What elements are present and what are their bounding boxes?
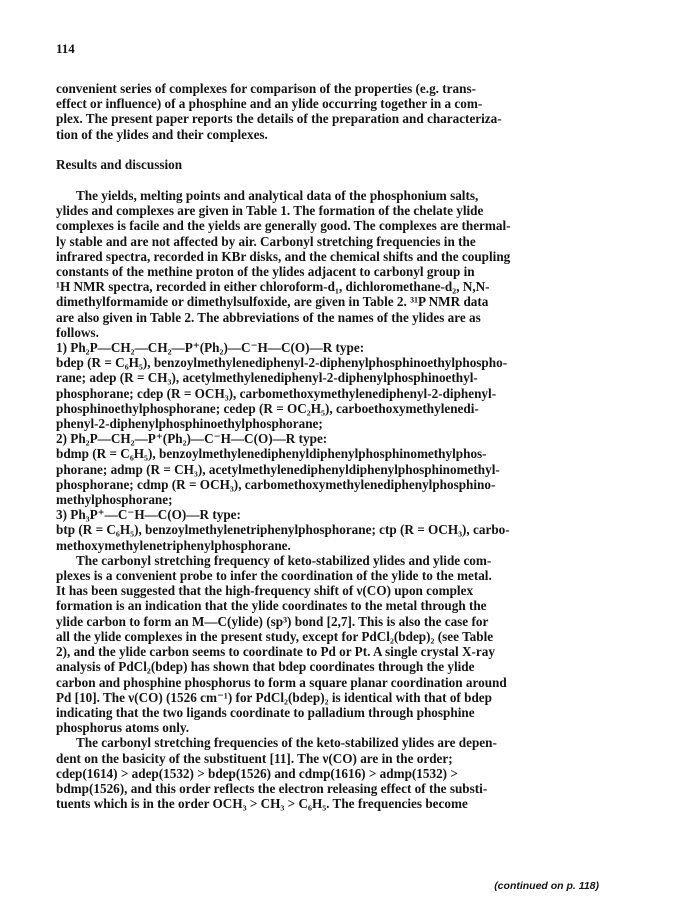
- text-line: are also given in Table 2. The abbreviations of the names of the ylides are as: [56, 309, 481, 325]
- text-line: The carbonyl stretching frequency of keto-stabilized ylides and ylide com-: [76, 552, 492, 568]
- text-line: effect or influence) of a phosphine and an ylide occurring together in a com-: [56, 96, 483, 112]
- continued-note: (continued on p. 118): [494, 880, 599, 892]
- text-line: phosphorus atoms only.: [56, 720, 190, 736]
- intro-paragraph: [56, 81, 616, 142]
- text-line: plexes is a convenient probe to infer the coordination of the ylide to the metal.: [56, 568, 492, 584]
- text-line: The yields, melting points and analytical data of the phosphonium salts,: [76, 188, 479, 203]
- text-line: bdmp (R = C₆H₅), benzoylmethylenediphenyldiphenylphosphinomethylphos-: [56, 446, 487, 462]
- text-line: It has been suggested that the high-frequency shift of ν(CO) upon complex: [56, 583, 474, 599]
- text-line: ylides and complexes are given in Table 1. The formation of the chelate ylide: [56, 203, 484, 219]
- text-line: 1) Ph₂P—CH₂—CH₂—P⁺(Ph₂)—C⁻H—C(O)—R type:: [56, 340, 365, 356]
- text-line: tuents which is in the order OCH₃ > CH₃ > C₆H₅. The frequencies become: [56, 796, 468, 812]
- text-line: methoxymethylenetriphenylphosphorane.: [56, 537, 291, 553]
- text-line: 2) Ph₂P—CH₂—P⁺(Ph₂)—C⁻H—C(O)—R type:: [56, 431, 328, 447]
- text-line: bdep (R = C₆H₅), benzoylmethylenediphenyl-2-diphenylphosphinoethylphospho-: [56, 355, 508, 371]
- text-line: carbon and phosphine phosphorus to form a square planar coordination around: [56, 674, 507, 690]
- text-line: phosphorane; cdmp (R = OCH₃), carbomethoxymethylenediphenylphosphino-: [56, 476, 496, 492]
- text-line: cdep(1614) > adep(1532) > bdep(1526) and cdmp(1616) > admp(1532) >: [56, 765, 458, 781]
- text-line: rane; adep (R = CH₃), acetylmethylenediphenyl-2-diphenylphosphinoethyl-: [56, 370, 478, 386]
- text-line: phosphinoethylphosphorane; cedep (R = OC₂H₅), carboethoxymethylenedi-: [56, 400, 479, 416]
- text-line: btp (R = C₆H₅), benzoylmethylenetriphenylphosphorane; ctp (R = OCH₃), carbo-: [56, 522, 510, 538]
- section-heading: Results and discussion: [56, 157, 183, 172]
- text-line: convenient series of complexes for comparison of the properties (e.g. trans-: [56, 81, 476, 96]
- text-line: phorane; admp (R = CH₃), acetylmethylenediphenyldiphenylphosphinomethyl-: [56, 461, 500, 477]
- text-line: phenyl-2-diphenylphosphinoethylphosphorane;: [56, 416, 323, 432]
- text-line: dent on the basicity of the substituent [11]. The ν(CO) are in the order;: [56, 750, 453, 766]
- text-line: ¹H NMR spectra, recorded in either chloroform-d₁, dichloromethane-d₂, N,N-: [56, 279, 490, 295]
- text-line: ylide carbon to form an M—C(ylide) (sp³) bond [2,7]. This is also the case for: [56, 613, 489, 629]
- body-text: [56, 188, 616, 811]
- text-line: tion of the ylides and their complexes.: [56, 126, 268, 142]
- text-line: indicating that the two ligands coordinate to palladium through phosphine: [56, 704, 475, 720]
- text-line: ly stable and are not affected by air. Carbonyl stretching frequencies in the: [56, 233, 476, 249]
- text-line: complexes is facile and the yields are generally good. The complexes are thermal-: [56, 218, 511, 234]
- page-number: 114: [56, 41, 75, 56]
- text-line: The carbonyl stretching frequencies of the keto-stabilized ylides are depen-: [76, 735, 497, 751]
- text-line: 2), and the ylide carbon seems to coordinate to Pd or Pt. A single crystal X-ray: [56, 644, 495, 660]
- text-line: bdmp(1526), and this order reflects the electron releasing effect of the substi-: [56, 780, 488, 796]
- text-line: dimethylformamide or dimethylsulfoxide, are given in Table 2. ³¹P NMR data: [56, 294, 489, 310]
- text-line: formation is an indication that the ylide coordinates to the metal through the: [56, 598, 487, 614]
- text-line: infrared spectra, recorded in KBr disks, and the chemical shifts and the coupling: [56, 248, 511, 264]
- text-line: phosphorane; cdep (R = OCH₃), carbomethoxymethylenediphenyl-2-diphenyl-: [56, 385, 497, 401]
- text-line: follows.: [56, 324, 99, 340]
- text-line: analysis of PdCl₂(bdep) has shown that bdep coordinates through the ylide: [56, 659, 475, 675]
- text-line: methylphosphorane;: [56, 492, 173, 508]
- text-line: 3) Ph₃P⁺—C⁻H—C(O)—R type:: [56, 507, 241, 523]
- text-line: plex. The present paper reports the details of the preparation and characteriza-: [56, 111, 502, 127]
- text-line: constants of the methine proton of the ylides adjacent to carbonyl group in: [56, 264, 475, 280]
- text-line: all the ylide complexes in the present study, except for PdCl₂(bdep)₂ (see Table: [56, 628, 494, 644]
- text-line: Pd [10]. The ν(CO) (1526 cm⁻¹) for PdCl₂(bdep)₂ is identical with that of bdep: [56, 689, 492, 705]
